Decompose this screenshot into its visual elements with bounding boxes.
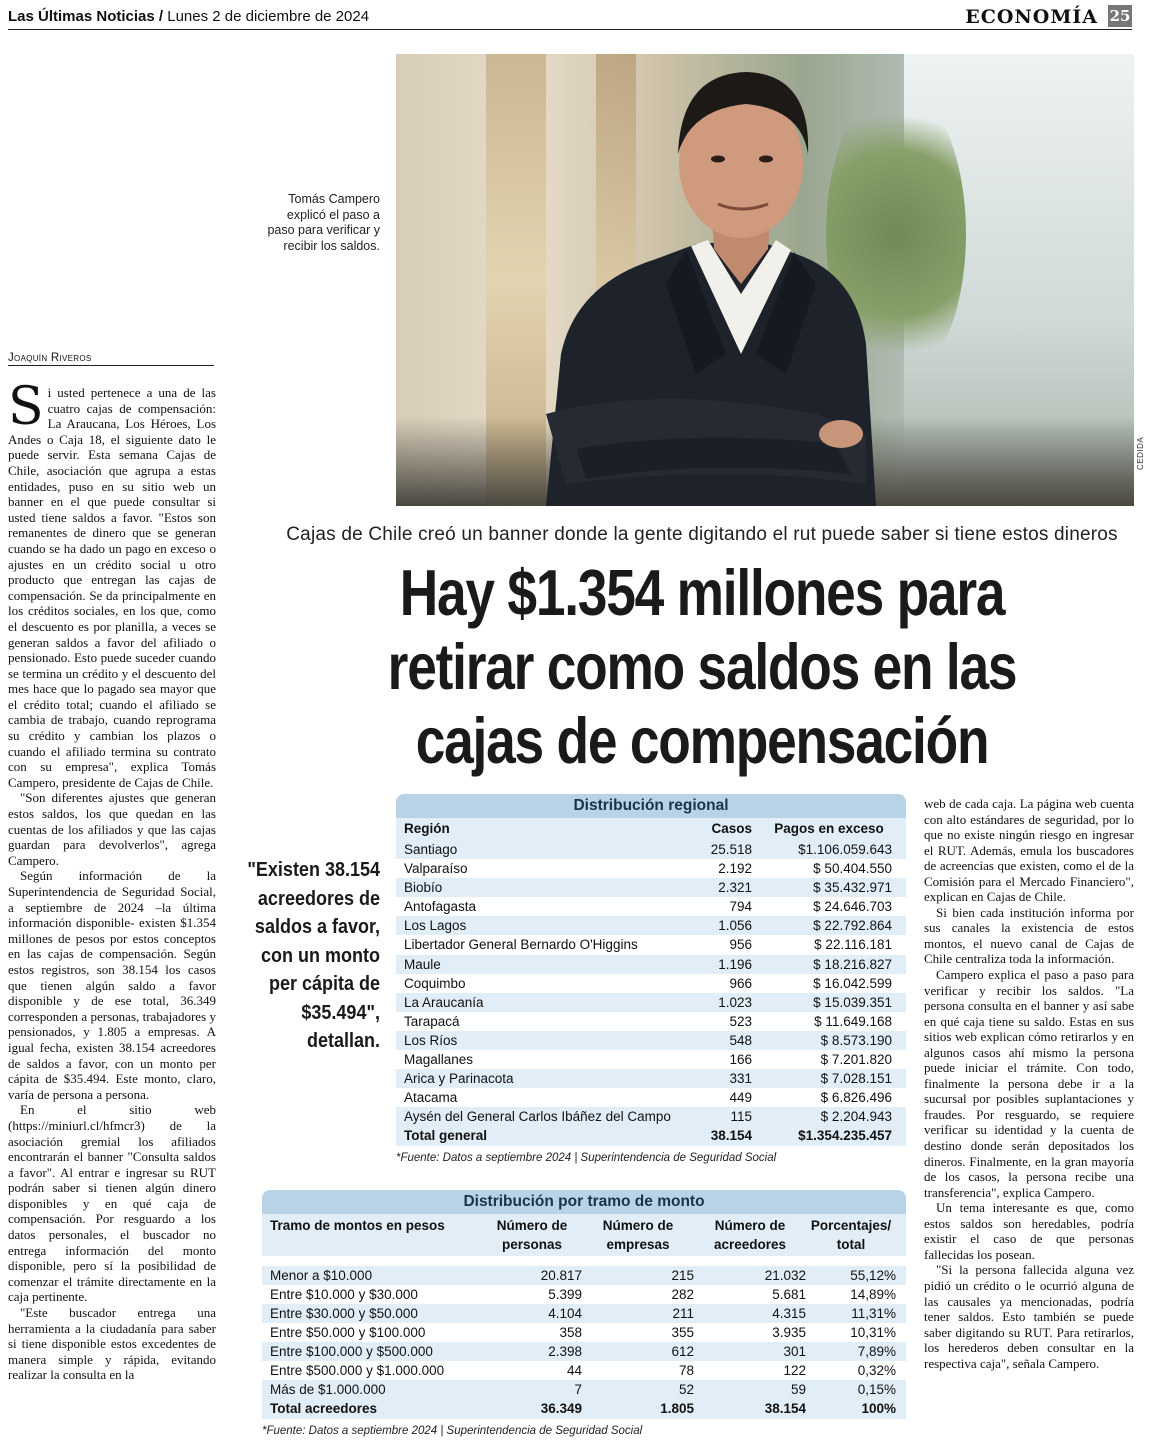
table-cell: 7 bbox=[574, 1382, 582, 1397]
table-row bbox=[396, 1107, 906, 1126]
body-paragraph: "Si la persona fallecida alguna vez pidió un crédito o le ocurrió alguna de las causales ya mencionadas, podría tener saldos. Esto también se puede saber digitando su RUT. Para retirarlos, los herederos deben consultar en la respectiva caja", señala Campero. bbox=[924, 1262, 1134, 1371]
table-cell: $ 6.826.496 bbox=[820, 1090, 892, 1106]
table-row bbox=[262, 1323, 906, 1342]
photo-caption: Tomás Campero explicó el paso a paso para verificar y recibir los saldos. bbox=[267, 192, 380, 253]
table-cell: Menor a $10.000 bbox=[270, 1268, 373, 1283]
table-cell: 0,32% bbox=[857, 1363, 896, 1378]
table-cell: 10,31% bbox=[850, 1325, 896, 1340]
table-cell: 7,89% bbox=[857, 1344, 896, 1359]
table-row bbox=[262, 1361, 906, 1380]
table-cell: 794 bbox=[729, 899, 752, 915]
table-cell: 1.196 bbox=[718, 956, 752, 972]
table-row bbox=[262, 1342, 906, 1361]
table-cell: 355 bbox=[671, 1325, 694, 1340]
table-cell: Los Lagos bbox=[404, 918, 467, 934]
table-cell: Magallanes bbox=[404, 1052, 474, 1068]
table-cell: 966 bbox=[729, 975, 752, 991]
masthead bbox=[8, 6, 1132, 30]
table-cell: Atacama bbox=[404, 1090, 458, 1106]
table-cell: 20.817 bbox=[540, 1268, 582, 1283]
table-source: *Fuente: Datos a septiembre 2024 | Superintendencia de Seguridad Social bbox=[396, 1152, 777, 1165]
table-row bbox=[396, 859, 906, 878]
table-cell: $ 24.646.703 bbox=[813, 899, 892, 915]
article-body-left bbox=[8, 377, 216, 1383]
column-header: Pagos en exceso bbox=[774, 821, 884, 836]
table-row bbox=[396, 1050, 906, 1069]
table-title: Distribución por tramo de monto bbox=[262, 1190, 906, 1214]
amount-range-table bbox=[262, 1190, 906, 1437]
table-cell: 166 bbox=[729, 1052, 752, 1068]
column-header: Casos bbox=[711, 821, 752, 836]
table-cell: 36.349 bbox=[540, 1401, 582, 1416]
table-cell: 956 bbox=[729, 937, 752, 953]
column-header: Tramo de montos en pesos bbox=[270, 1218, 445, 1233]
table-cell: 11,31% bbox=[851, 1306, 896, 1321]
table-row bbox=[396, 897, 906, 916]
table-cell: 0,15% bbox=[857, 1382, 896, 1397]
issue-date: Lunes 2 de diciembre de 2024 bbox=[167, 8, 370, 25]
table-row bbox=[262, 1285, 906, 1304]
table-total-row bbox=[396, 1126, 906, 1146]
table-row bbox=[396, 935, 906, 954]
table-cell: 2.398 bbox=[548, 1344, 582, 1359]
table-cell: 301 bbox=[783, 1344, 806, 1359]
table-cell: $ 7.028.151 bbox=[820, 1071, 892, 1087]
header-gap bbox=[262, 1256, 906, 1266]
table-cell: Entre $10.000 y $30.000 bbox=[270, 1287, 418, 1302]
table-cell: $ 11.649.168 bbox=[814, 1013, 892, 1029]
kicker: Cajas de Chile creó un banner donde la gente digitando el rut puede saber si tiene estos dineros bbox=[286, 524, 1118, 545]
table-cell: $ 22.116.181 bbox=[814, 937, 892, 953]
table-cell: 25.518 bbox=[710, 842, 752, 857]
person-figure bbox=[396, 54, 1134, 506]
body-paragraph: Campero explica el paso a paso para verificar y recibir los saldos. "La persona consulta en el banner y así sabe en qué caja tiene su saldo. Estas en sus sitios web explican cómo retirarlos y en algunos casos ahí mismo la persona puede iniciar el trámite. Con todo, finalmente la persona debe ir a la sucursal por posibles suplantaciones y fraudes. Por resguardo, se requiere verificar su identidad y la cuenta de destino donde serán depositados los dineros. Finalmente, en la gran mayoría de los casos, la persona recibe una transferencia", explica Campero. bbox=[924, 967, 1134, 1200]
table-cell: Arica y Parinacota bbox=[404, 1071, 514, 1087]
body-paragraph: web de cada caja. La página web cuenta con alto estándares de seguridad, por lo que no existe ningún riesgo en ingresar el RUT. Además, emula los buscadores de acreencias que existen, como el de la Comisión para el Mercado Financiero", explican en Cajas de Chile. bbox=[924, 796, 1134, 905]
table-cell: 78 bbox=[678, 1363, 694, 1378]
table-cell: 38.154 bbox=[764, 1401, 806, 1416]
table-row bbox=[262, 1266, 906, 1285]
regional-distribution-table bbox=[396, 794, 906, 1164]
table-cell: Coquimbo bbox=[404, 975, 466, 991]
table-cell: $ 15.039.351 bbox=[813, 994, 892, 1010]
table-row bbox=[262, 1380, 906, 1399]
table-row bbox=[262, 1304, 906, 1323]
table-cell: $ 35.432.971 bbox=[813, 880, 892, 896]
table-cell: 55,12% bbox=[850, 1268, 896, 1283]
table-header bbox=[262, 1214, 906, 1256]
table-cell: Más de $1.000.000 bbox=[270, 1382, 386, 1397]
table-cell: 100% bbox=[861, 1401, 896, 1416]
table-cell: 1.056 bbox=[718, 918, 752, 934]
body-paragraph: Si bien cada institución informa por sus canales la existencia de estos montos, el nuevo canal de Cajas de Chile centraliza toda la información. bbox=[924, 904, 1134, 967]
table-cell: Santiago bbox=[404, 842, 458, 857]
table-cell: $ 2.204.943 bbox=[820, 1109, 892, 1125]
table-row bbox=[396, 955, 906, 974]
table-cell: 52 bbox=[678, 1382, 694, 1397]
table-cell: Biobío bbox=[404, 880, 443, 896]
table-body bbox=[262, 1266, 906, 1399]
table-cell: Total general bbox=[404, 1128, 488, 1144]
table-cell: La Araucanía bbox=[404, 994, 484, 1010]
table-cell: Libertador General Bernardo O'Higgins bbox=[404, 937, 638, 953]
table-cell: 3.935 bbox=[772, 1325, 806, 1340]
table-cell: Valparaíso bbox=[404, 861, 468, 877]
table-row bbox=[396, 974, 906, 993]
table-row bbox=[396, 1012, 906, 1031]
table-cell: Entre $50.000 y $100.000 bbox=[270, 1325, 426, 1340]
table-cell: $ 50.404.550 bbox=[813, 861, 892, 877]
table-title: Distribución regional bbox=[396, 794, 906, 818]
table-row bbox=[396, 878, 906, 897]
table-cell: 5.681 bbox=[772, 1287, 806, 1302]
column-header: Número de personas bbox=[496, 1218, 568, 1252]
table-cell: $1.354.235.457 bbox=[798, 1128, 892, 1144]
table-source: *Fuente: Datos a septiembre 2024 | Superintendencia de Seguridad Social bbox=[262, 1425, 643, 1437]
page-number: 25 bbox=[1109, 7, 1131, 25]
table-cell: Tarapacá bbox=[404, 1013, 460, 1029]
table-cell: 358 bbox=[559, 1325, 582, 1340]
byline: Joaquín Riveros bbox=[8, 352, 214, 366]
table-cell: 612 bbox=[671, 1344, 694, 1359]
table-cell: 44 bbox=[566, 1363, 582, 1378]
table-cell: 215 bbox=[671, 1268, 694, 1283]
body-paragraph: Según información de la Superintendencia de Seguridad Social, a septiembre de 2024 –la última información disponible- existen $1.354 millones de pesos por estos conceptos en las cajas de compensación. Según estos registros, son 38.154 los casos que tienen algún saldo a favor disponible y de ese total, 36.349 corresponden a personas, trabajadores y pensionados, y 1.805 a empresas. A igual fecha, existen 38.154 acreedores de saldos a favor, con un monto per cápita de $35.494. Este monto, claro, varía de persona a persona. bbox=[8, 868, 216, 1102]
table-row bbox=[396, 916, 906, 935]
table-cell: 2.321 bbox=[718, 880, 752, 896]
table-cell: 115 bbox=[730, 1109, 752, 1125]
column-header: Porcentajes/ total bbox=[810, 1218, 892, 1252]
table-cell: 14,89% bbox=[850, 1287, 896, 1302]
table-cell: Aysén del General Carlos Ibáñez del Campo bbox=[404, 1109, 671, 1125]
table-row bbox=[396, 1088, 906, 1107]
table-cell: Maule bbox=[404, 956, 441, 972]
table-cell: $1.106.059.643 bbox=[798, 842, 892, 857]
body-paragraph: En el sitio web (https://miniurl.cl/hfmcr3) de la asociación gremial los afiliados encontrarán el banner "Consulta saldos a favor". Al entrar e ingresar su RUT podrán saber si tienen algún dinero disponibles y en qué caja de compensación. Por resguardo a los datos personales, el buscador no entrega información del monto disponible, pero sí la posibilidad de comenzar el trámite directamente en la caja pertinente. bbox=[8, 1102, 216, 1305]
table-body bbox=[396, 840, 906, 1126]
newspaper-name: Las Últimas Noticias bbox=[8, 8, 155, 25]
body-paragraph: Si usted pertenece a una de las cuatro cajas de compensación: La Araucana, Los Héroes, Los Andes o Caja 18, el siguiente dato le puede servir. Esta semana Cajas de Chile, asociación que agrupa a estas entidades, puso en su sitio web un banner en el que puede consultar si usted tiene saldos a favor. "Estos son remanentes de dinero que se generan cuando se ha dado un pago en exceso o ajustes en un crédito social u otro producto que entregan las cajas de compensación. Se da principalmente en los créditos sociales, en los que, como el descuento es por planilla, a veces se generan saldos a favor del afiliado o pensionado. Esto puede suceder cuando se termina un crédito y el descuento del mes hace que lo pagado sea mayor que el crédito total; cuando el afiliado se cambia de trabajo, cuando reprograma su crédito y cambian los plazos o cuando el afiliado termina su contrato con su empresa", explica Tomás Campero, presidente de Cajas de Chile. bbox=[8, 377, 216, 790]
table-row bbox=[396, 840, 906, 859]
drop-cap: S bbox=[8, 377, 44, 437]
table-cell: 122 bbox=[783, 1363, 806, 1378]
table-cell: 4.315 bbox=[772, 1306, 806, 1321]
table-row bbox=[396, 1031, 906, 1050]
table-row bbox=[396, 1069, 906, 1088]
photo-credit: CEDIDA bbox=[1136, 436, 1145, 470]
table-cell: $ 18.216.827 bbox=[813, 956, 892, 972]
body-paragraph: "Este buscador entrega una herramienta a la ciudadanía para saber si tiene disponible estos excedentes de manera simple y rápida, evitando realizar la consulta en la bbox=[8, 1305, 216, 1383]
table-cell: 211 bbox=[672, 1306, 694, 1321]
table-cell: Total acreedores bbox=[270, 1401, 378, 1416]
table-cell: 59 bbox=[790, 1382, 806, 1397]
table-header bbox=[396, 818, 906, 840]
table-cell: Entre $100.000 y $500.000 bbox=[270, 1344, 433, 1359]
table-cell: 449 bbox=[729, 1090, 752, 1106]
table-row bbox=[396, 993, 906, 1012]
table-cell: $ 16.042.599 bbox=[813, 975, 892, 991]
table-cell: 331 bbox=[729, 1071, 752, 1087]
table-cell: $ 22.792.864 bbox=[813, 918, 892, 934]
table-cell: Entre $30.000 y $50.000 bbox=[270, 1306, 418, 1321]
table-cell: 4.104 bbox=[548, 1306, 582, 1321]
body-paragraph: "Son diferentes ajustes que generan estos saldos, los que quedan en las cuentas de los afiliados y que las cajas guardan para devolverlos", agrega Campero. bbox=[8, 790, 216, 868]
table-cell: $ 7.201.820 bbox=[820, 1052, 892, 1068]
table-cell: Antofagasta bbox=[404, 899, 477, 915]
column-header: Región bbox=[404, 821, 450, 836]
masthead-separator: / bbox=[158, 8, 164, 25]
headline: Hay $1.354 millones para retirar como saldos en las cajas de compensación bbox=[387, 556, 1017, 777]
table-cell: 38.154 bbox=[710, 1128, 752, 1144]
table-cell: 2.192 bbox=[718, 861, 752, 877]
table-cell: Entre $500.000 y $1.000.000 bbox=[270, 1363, 445, 1378]
column-header: Número de empresas bbox=[602, 1218, 674, 1252]
table-cell: 548 bbox=[729, 1032, 752, 1048]
table-cell: 523 bbox=[729, 1013, 752, 1029]
table-cell: $ 8.573.190 bbox=[820, 1032, 892, 1048]
article-body-right bbox=[924, 796, 1134, 1371]
pull-quote: "Existen 38.154 acreedores de saldos a favor, con un monto per cápita de $35.494", detallan. bbox=[247, 859, 380, 1052]
column-header: Número de acreedores bbox=[713, 1218, 787, 1252]
masthead-left bbox=[8, 8, 369, 25]
section-name: ECONOMÍA bbox=[965, 6, 1098, 28]
table-cell: 21.032 bbox=[764, 1268, 806, 1283]
table-cell: 282 bbox=[671, 1287, 694, 1302]
table-cell: 1.805 bbox=[660, 1401, 694, 1416]
body-paragraph: Un tema interesante es que, como estos saldos son heredables, podría existir el caso de que personas fallecidas los posean. bbox=[924, 1200, 1134, 1262]
table-cell: 5.399 bbox=[548, 1287, 582, 1302]
table-total-row bbox=[262, 1399, 906, 1419]
table-cell: Los Ríos bbox=[404, 1032, 458, 1048]
portrait-photo bbox=[396, 54, 1134, 506]
table-cell: 1.023 bbox=[718, 994, 752, 1010]
